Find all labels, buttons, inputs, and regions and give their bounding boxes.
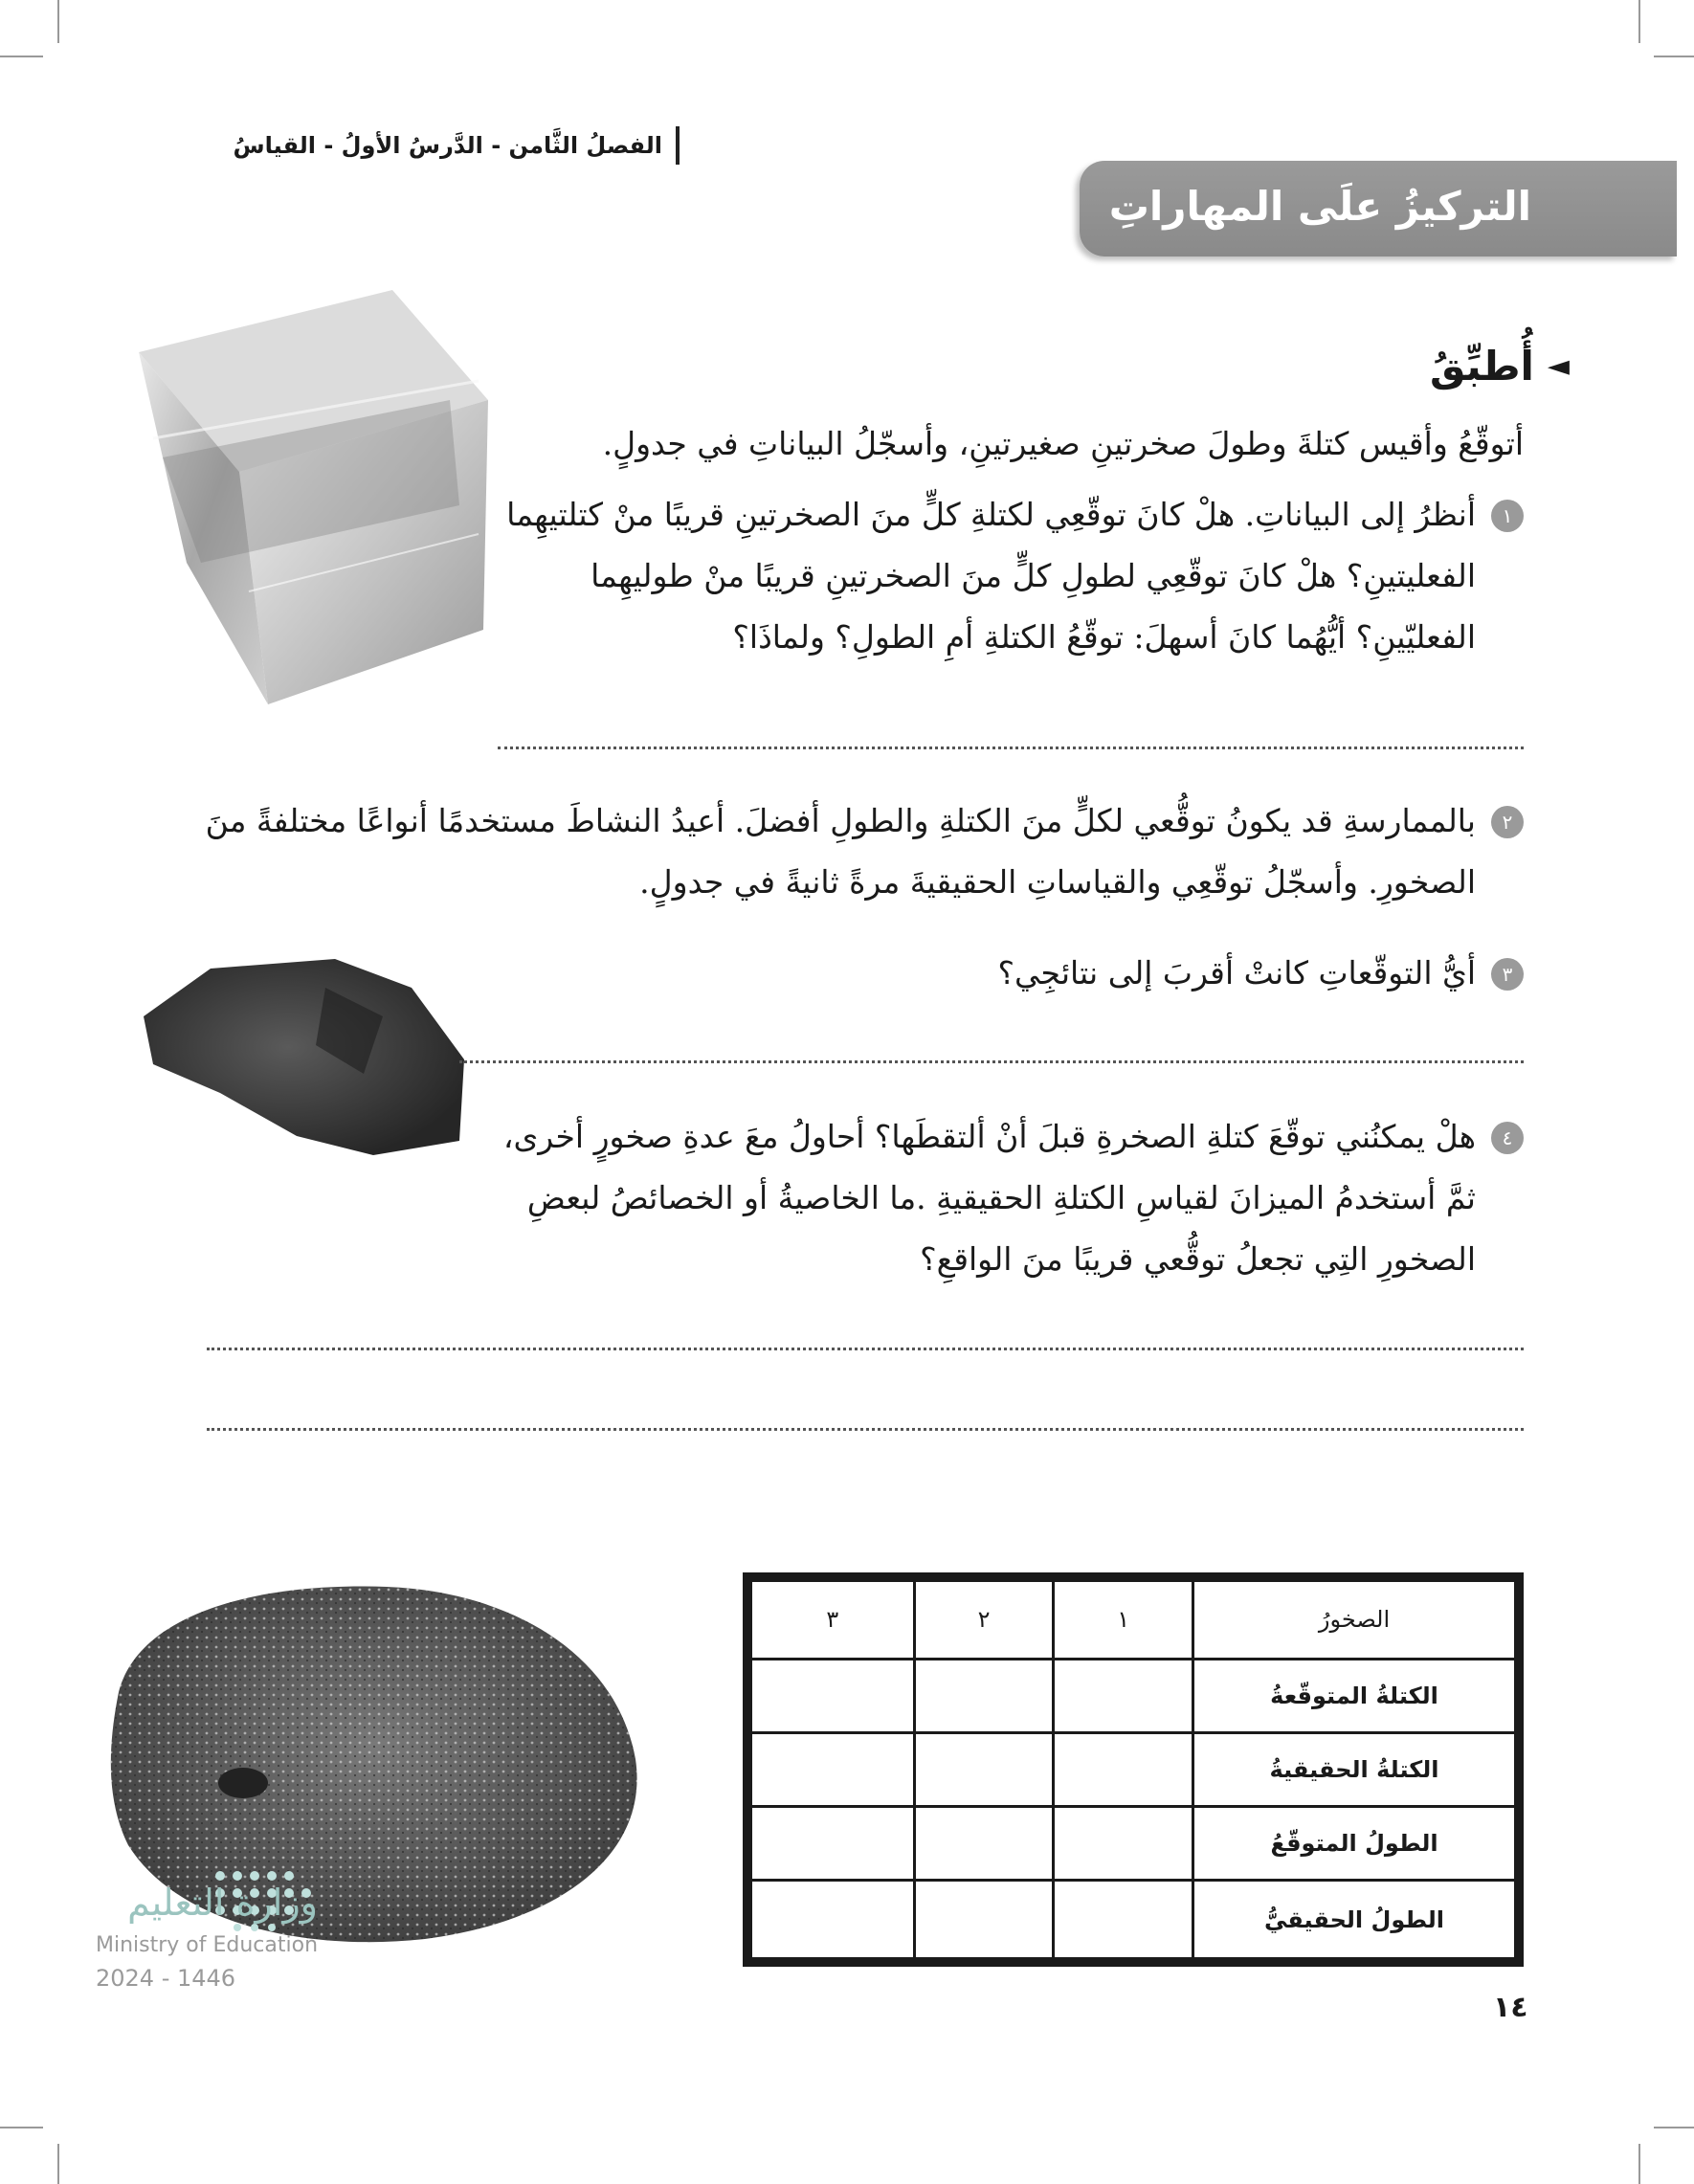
ministry-year: 2024 - 1446: [96, 1965, 236, 1992]
row-label: الكتلةُ الحقيقيةُ: [1193, 1732, 1520, 1806]
table-cell[interactable]: [747, 1881, 914, 1962]
crop-mark: [1638, 2144, 1640, 2184]
question-3: [471, 943, 1524, 1004]
table-cell[interactable]: [747, 1807, 914, 1881]
question-4: [471, 1106, 1524, 1290]
table-row: [747, 1659, 1519, 1732]
ministry-name-arabic: وزارة التعليم: [127, 1882, 319, 1924]
table-row: [747, 1881, 1519, 1962]
table-cell[interactable]: [1054, 1732, 1193, 1806]
triangle-left-icon: ◄: [1547, 349, 1570, 383]
ministry-name-english: Ministry of Education: [96, 1933, 319, 1957]
question-number-badge: ٣: [1491, 958, 1524, 991]
table-cell[interactable]: [914, 1881, 1054, 1962]
table-header-cell: ١: [1054, 1577, 1193, 1659]
dark-rock-image: [134, 949, 479, 1160]
row-label: الطولُ الحقيقيُّ: [1193, 1881, 1520, 1962]
table-cell[interactable]: [914, 1807, 1054, 1881]
question-2: [203, 791, 1524, 913]
table-cell[interactable]: [914, 1659, 1054, 1732]
crop-mark: [57, 2144, 59, 2184]
table-header-cell: الصخورُ: [1193, 1577, 1520, 1659]
crop-mark: [1654, 2127, 1694, 2128]
table-row: [747, 1807, 1519, 1881]
question-text: بالممارسةِ قد يكونُ توقُّعي لكلٍّ منَ الكتلةِ والطولِ أفضلَ. أعيدُ النشاطَ مستخدمًا أنواعًا مختلفةً منَ الصخورِ. وأسجّلُ توقّعِي والقياساتِ الحقيقيةَ مرةً ثانيةً في جدولٍ.: [205, 802, 1476, 901]
crop-mark: [57, 0, 59, 43]
crystal-cube-image: [134, 285, 498, 706]
skills-banner: [1080, 161, 1677, 256]
table-cell[interactable]: [1054, 1807, 1193, 1881]
row-label: الطولُ المتوقّعُ: [1193, 1807, 1520, 1881]
question-text: أيُّ التوقّعاتِ كانتْ أقربَ إلى نتائجِي؟: [997, 954, 1476, 992]
section-title: [1430, 343, 1570, 390]
question-text: أنظرُ إلى البياناتِ. هلْ كانَ توقّعِي لكتلةِ كلٍّ منَ الصخرتينِ قريبًا منْ كتلتيهِما الفعليتينِ؟ هلْ كانَ توقّعِي لطولِ كلٍّ منَ الصخرتينِ قريبًا منْ طوليهِما الفعليّينِ؟ أيُّهُما كانَ أسهلَ: توقّعُ الكتلةِ أمِ الطولِ؟ ولماذَا؟: [506, 496, 1476, 656]
table-cell[interactable]: [747, 1659, 914, 1732]
question-text: هلْ يمكنُني توقّعَ كتلةِ الصخرةِ قبلَ أنْ ألتقطَها؟ أحاولُ معَ عدةِ صخورٍ أخرى، ثمَّ أستخدمُ الميزانَ لقياسِ الكتلةِ الحقيقيةِ .ما الخاصيةُ أو الخصائصُ لبعضِ الصخورِ التِي تجعلُ توقُّعي قريبًا منَ الواقعِ؟: [502, 1118, 1476, 1278]
table-header-row: [747, 1577, 1519, 1659]
crop-mark: [1638, 0, 1640, 43]
section-title-text: أُطبِّقُ: [1429, 343, 1534, 390]
intro-paragraph: أتوقّعُ وأقيس كتلةَ وطولَ صخرتينِ صغيرتينِ، وأسجّلُ البياناتِ في جدولٍ.: [602, 425, 1524, 462]
data-table: [743, 1572, 1524, 1967]
page-number: ١٤: [1493, 1991, 1528, 2024]
ministry-watermark: [96, 1874, 318, 1996]
answer-line[interactable]: [207, 1348, 1524, 1350]
table-header-cell: ٣: [747, 1577, 914, 1659]
question-number-badge: ١: [1491, 500, 1524, 532]
breadcrumb: الفصلُ الثَّامن - الدَّرسُ الأولُ - القياسُ: [234, 126, 680, 165]
crop-mark: [0, 56, 43, 57]
row-label: الكتلةُ المتوقّعةُ: [1193, 1659, 1520, 1732]
table-row: [747, 1732, 1519, 1806]
table-header-cell: ٢: [914, 1577, 1054, 1659]
answer-line[interactable]: [207, 1428, 1524, 1431]
question-1: [471, 484, 1524, 668]
table-cell[interactable]: [1054, 1659, 1193, 1732]
table-cell[interactable]: [1054, 1881, 1193, 1962]
question-number-badge: ٤: [1491, 1122, 1524, 1154]
crop-mark: [0, 2127, 43, 2128]
table-cell[interactable]: [747, 1732, 914, 1806]
table-cell[interactable]: [914, 1732, 1054, 1806]
question-number-badge: ٢: [1491, 806, 1524, 838]
answer-line[interactable]: [459, 1060, 1524, 1063]
answer-line[interactable]: [498, 747, 1524, 749]
crop-mark: [1654, 56, 1694, 57]
banner-title: التركيزُ علَى المهاراتِ: [1108, 183, 1531, 230]
